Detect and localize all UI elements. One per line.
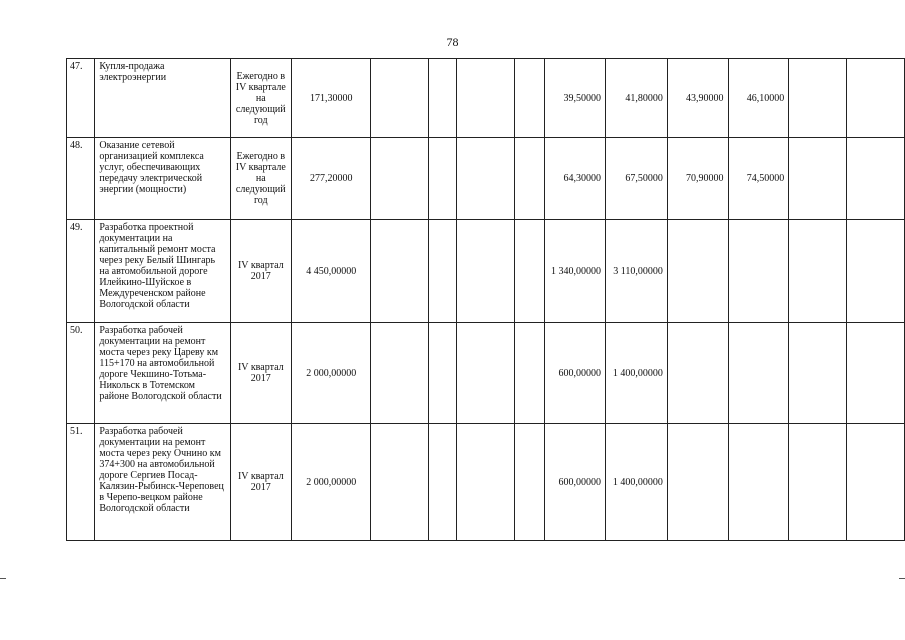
empty-cell (789, 220, 847, 323)
empty-cell (371, 220, 429, 323)
item-term: Ежегодно в IV квартале на следующий год (230, 138, 292, 220)
item-total: 171,30000 (292, 59, 371, 138)
empty-cell (515, 220, 545, 323)
empty-cell (371, 138, 429, 220)
empty-cell (371, 59, 429, 138)
item-term: IV квартал 2017 (230, 323, 292, 424)
item-total: 4 450,00000 (292, 220, 371, 323)
value-cell: 3 110,00000 (605, 220, 667, 323)
value-cell: 1 400,00000 (605, 323, 667, 424)
empty-cell (515, 424, 545, 541)
table-row (67, 220, 905, 323)
value-cell: 1 400,00000 (605, 424, 667, 541)
item-name: Оказание сетевой организацией комплекса услуг, обеспечивающих передачу электрической энергии (мощности) (95, 138, 230, 220)
empty-cell (847, 138, 905, 220)
empty-cell (515, 59, 545, 138)
empty-cell (457, 220, 515, 323)
item-total: 2 000,00000 (292, 424, 371, 541)
table-row (67, 138, 905, 220)
empty-cell (457, 424, 515, 541)
row-number: 51. (67, 424, 95, 541)
scan-edge-mark (899, 578, 905, 579)
empty-cell (429, 220, 457, 323)
empty-cell (789, 424, 847, 541)
page-number: 78 (446, 35, 459, 49)
value-cell (667, 323, 728, 424)
value-cell: 46,10000 (728, 59, 789, 138)
procurement-table (66, 58, 905, 541)
value-cell (667, 220, 728, 323)
value-cell (728, 220, 789, 323)
value-cell: 70,90000 (667, 138, 728, 220)
scan-edge-mark (0, 578, 6, 579)
empty-cell (457, 59, 515, 138)
empty-cell (789, 59, 847, 138)
item-name: Купля-продажа электроэнергии (95, 59, 230, 138)
empty-cell (371, 323, 429, 424)
empty-cell (371, 424, 429, 541)
value-cell: 74,50000 (728, 138, 789, 220)
item-name: Разработка проектной документации на капитальный ремонт моста через реку Белый Шингарь на автомобильной дороге Илейкино-Шуйское в Междуреченском районе Вологодской области (95, 220, 230, 323)
item-term: IV квартал 2017 (230, 424, 292, 541)
item-total: 277,20000 (292, 138, 371, 220)
table-row (67, 59, 905, 138)
empty-cell (429, 323, 457, 424)
empty-cell (429, 138, 457, 220)
empty-cell (457, 323, 515, 424)
empty-cell (429, 424, 457, 541)
table-row (67, 323, 905, 424)
value-cell: 1 340,00000 (544, 220, 605, 323)
empty-cell (847, 59, 905, 138)
value-cell (667, 424, 728, 541)
value-cell: 600,00000 (544, 424, 605, 541)
row-number: 50. (67, 323, 95, 424)
row-number: 47. (67, 59, 95, 138)
empty-cell (457, 138, 515, 220)
value-cell: 67,50000 (605, 138, 667, 220)
value-cell: 64,30000 (544, 138, 605, 220)
value-cell: 39,50000 (544, 59, 605, 138)
item-name: Разработка рабочей документации на ремонт моста через реку Очнино км 374+300 на автомобильной дороге Сергиев Посад-Калязин-Рыбинск-Череповец в Черепо-вецком районе Вологодской области (95, 424, 230, 541)
value-cell (728, 323, 789, 424)
row-number: 49. (67, 220, 95, 323)
empty-cell (515, 323, 545, 424)
item-term: Ежегодно в IV квартале на следующий год (230, 59, 292, 138)
empty-cell (847, 424, 905, 541)
value-cell: 43,90000 (667, 59, 728, 138)
empty-cell (789, 138, 847, 220)
table-row (67, 424, 905, 541)
row-number: 48. (67, 138, 95, 220)
empty-cell (515, 138, 545, 220)
item-term: IV квартал 2017 (230, 220, 292, 323)
empty-cell (847, 323, 905, 424)
value-cell (728, 424, 789, 541)
empty-cell (789, 323, 847, 424)
value-cell: 600,00000 (544, 323, 605, 424)
item-total: 2 000,00000 (292, 323, 371, 424)
item-name: Разработка рабочей документации на ремонт моста через реку Цареву км 115+170 на автомобильной дороге Чекшино-Тотьма-Никольск в Тотемском районе Вологодской области (95, 323, 230, 424)
empty-cell (847, 220, 905, 323)
value-cell: 41,80000 (605, 59, 667, 138)
empty-cell (429, 59, 457, 138)
